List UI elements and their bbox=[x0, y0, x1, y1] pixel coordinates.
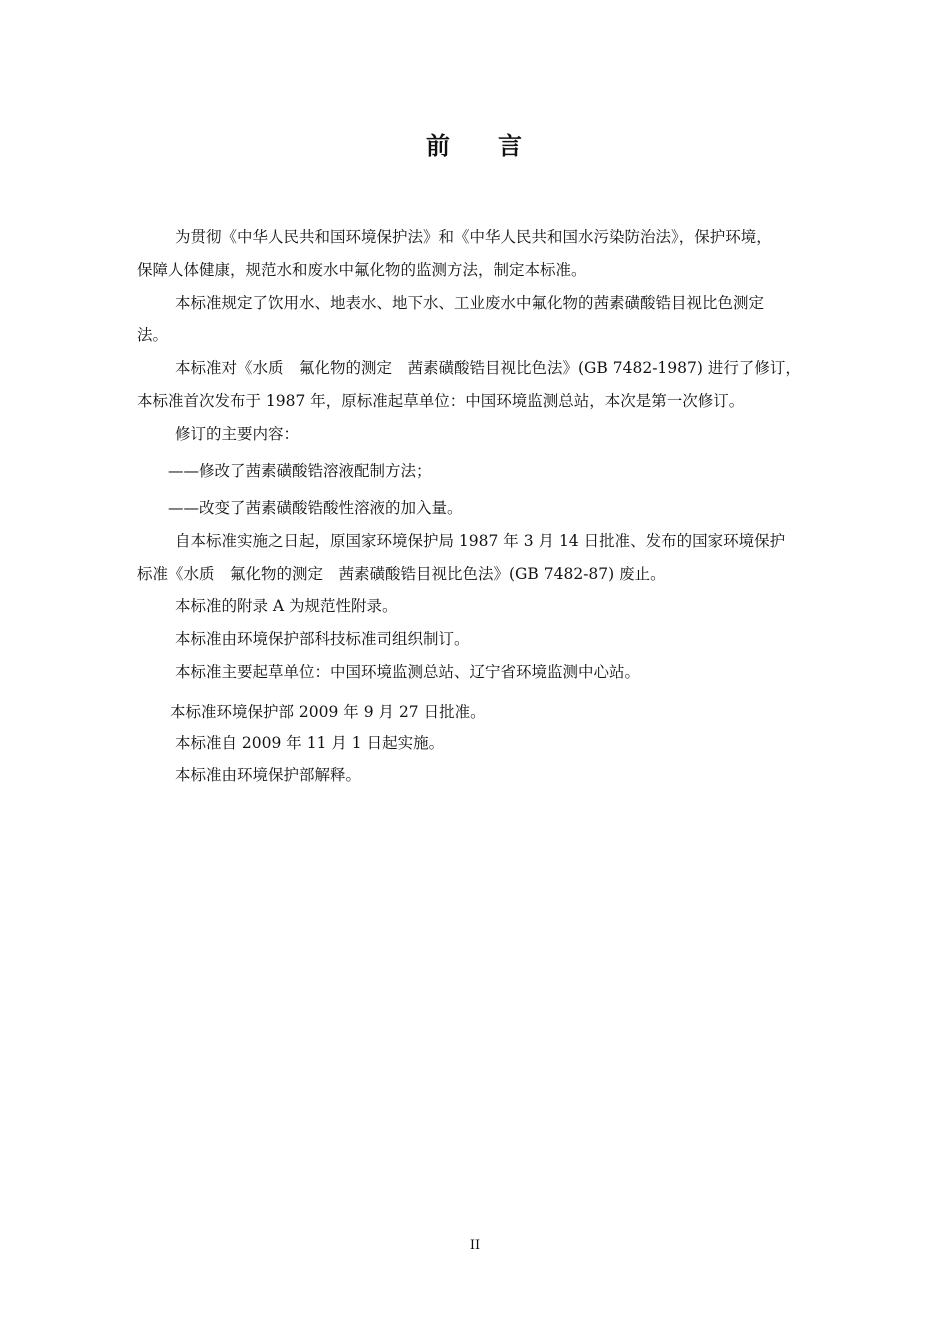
paragraph-line: 本标准规定了饮用水、地表水、地下水、工业废水中氟化物的茜素磺酸锆目视比色测定 bbox=[175, 294, 765, 312]
paragraph-line: 自本标准实施之日起，原国家环境保护局 1987 年 3 月 14 日批准、发布的国家环境保护 bbox=[175, 532, 786, 550]
paragraph-line: 本标准由环境保护部科技标准司组织制订。 bbox=[175, 630, 470, 648]
paragraph-line: 本标准首次发布于 1987 年，原标准起草单位：中国环境监测总站，本次是第一次修订。 bbox=[137, 392, 745, 410]
paragraph-line: 本标准环境保护部 2009 年 9 月 27 日批准。 bbox=[170, 703, 486, 721]
paragraph-line: 本标准的附录 A 为规范性附录。 bbox=[175, 597, 398, 615]
title-char-1: 前 bbox=[426, 132, 452, 160]
page-number: II bbox=[469, 1238, 481, 1253]
paragraph-line: 法。 bbox=[137, 326, 169, 344]
paragraph-line: 本标准自 2009 年 11 月 1 日起实施。 bbox=[175, 734, 445, 752]
paragraph-line: 本标准由环境保护部解释。 bbox=[175, 766, 362, 784]
paragraph-line: 修订的主要内容： bbox=[175, 425, 300, 443]
paragraph-line: 本标准主要起草单位：中国环境监测总站、辽宁省环境监测中心站。 bbox=[175, 663, 641, 681]
paragraph-line: 保障人体健康，规范水和废水中氟化物的监测方法，制定本标准。 bbox=[137, 261, 587, 279]
paragraph-line: 为贯彻《中华人民共和国环境保护法》和《中华人民共和国水污染防治法》，保护环境， bbox=[175, 228, 772, 246]
title-char-2: 言 bbox=[498, 132, 524, 160]
list-item: ——修改了茜素磺酸锆溶液配制方法； bbox=[168, 462, 432, 480]
paragraph-line: 标准《水质 氟化物的测定 茜素磺酸锆目视比色法》(GB 7482-87) 废止。 bbox=[137, 565, 666, 583]
list-item: ——改变了茜素磺酸锆酸性溶液的加入量。 bbox=[168, 499, 463, 517]
paragraph-line: 本标准对《水质 氟化物的测定 茜素磺酸锆目视比色法》(GB 7482-1987) 进行了修订， bbox=[175, 359, 801, 377]
page-title bbox=[0, 128, 950, 164]
